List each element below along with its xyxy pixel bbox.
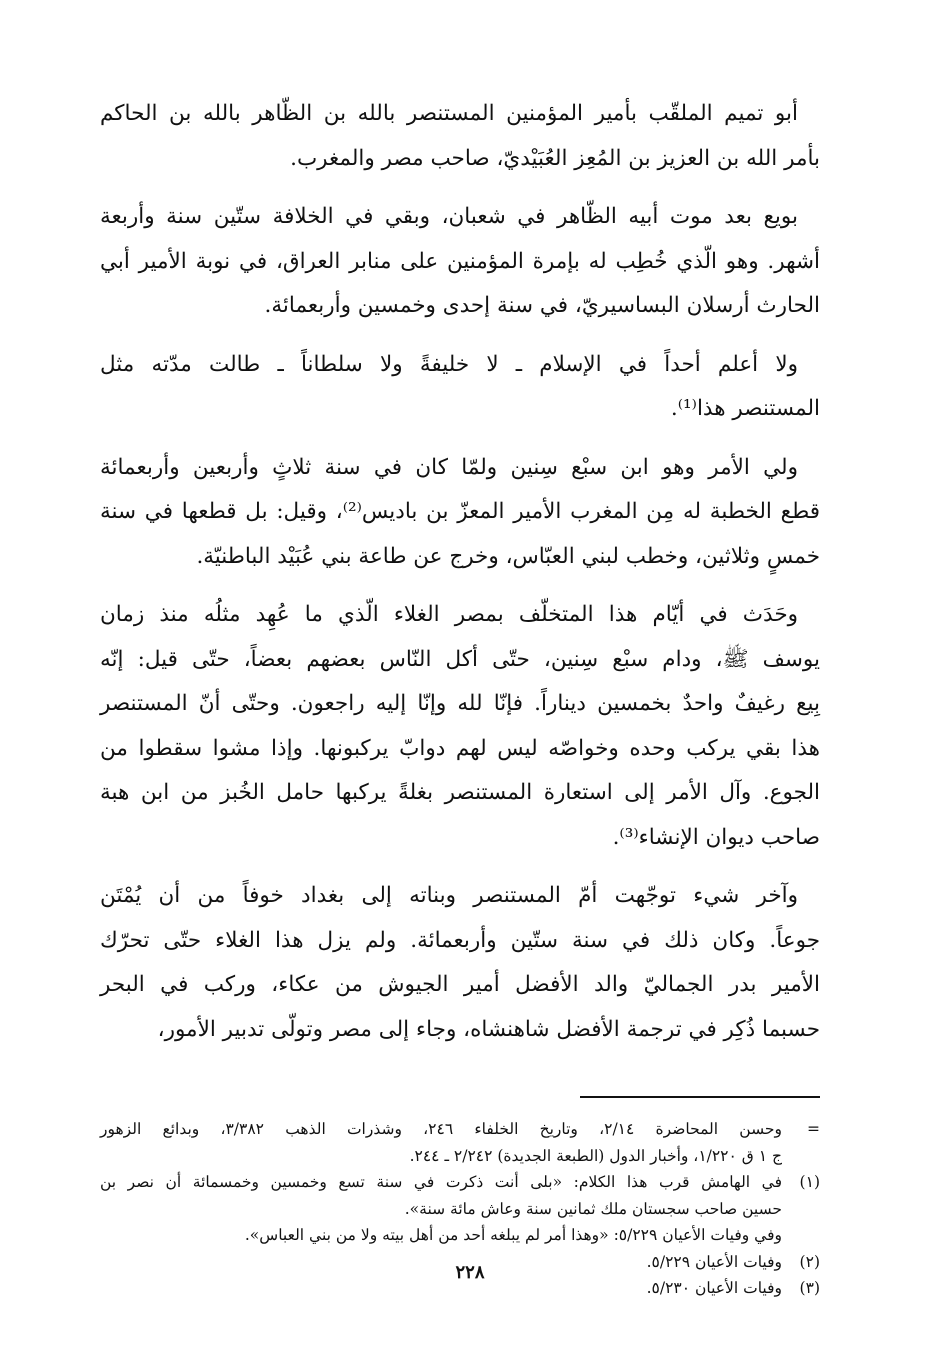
paragraph-line: ولي الأمر وهو ابن سبْع سِنين ولمّا كان في سنة ثلاثٍ وأربعين وأربعمائة [100,454,798,480]
footnote-mark: (٢) [799,1252,820,1271]
footnote-separator-wrap [100,1066,820,1116]
page-body [100,92,820,1302]
footnote-line: حسين صاحب سجستان ملك ثمانين سنة وعاش مائة سنة». [404,1199,782,1218]
paragraph [100,92,820,181]
page-number: ٢٢٨ [455,1262,485,1283]
paragraph-line: ولا أعلم أحداً في الإسلام ـ لا خليفةً ولا سلطاناً ـ طالت مدّته مثل [100,351,798,377]
paragraph-line: صاحب ديوان الإنشاء⁽³⁾. [612,824,820,850]
paragraph [100,593,820,860]
paragraph-line: أبو تميم الملقّب بأمير المؤمنين المستنصر بالله بن الظّاهر بالله بن الحاكم [100,101,798,126]
footnote [100,1116,820,1169]
footnote-line: وفيات الأعيان ٥/٢٢٩. [646,1252,782,1271]
paragraph-line: هذا بقي يركب وحده وخواصّه ليس لهم دوابّ يركبونها. وإذا مشوا سقطوا من [100,735,820,761]
footnote-line: في الهامش قرب هذا الكلام: «بلى أنت ذكرت في سنة تسع وخمسين وخمسمائة أن نصر بن [100,1173,782,1191]
paragraph [100,446,820,580]
footnote-line: ج ١ ق ١/٢٢٠، وأخبار الدول (الطبعة الجديدة) ٢/٢٤٢ ـ ٢٤٤. [409,1146,782,1165]
paragraph-line: بويع بعد موت أبيه الظّاهر في شعبان، وبقي في الخلافة ستّين سنة وأربعة [100,204,798,229]
footnote-body [100,1169,782,1222]
paragraph-line: حسبما ذُكِر في ترجمة الأفضل شاهنشاه، وجاء إلى مصر وتولّى تدبير الأمور، [157,1016,820,1042]
paragraph-line: الأمير بدر الجماليّ والد الأفضل أمير الجيوش من عكاء، وركب في البحر [100,972,820,997]
paragraph-line: المستنصر هذا⁽¹⁾. [670,396,820,421]
paragraph-line: بأمر الله بن العزيز بن المُعِز العُبَيْديّ، صاحب مصر والمغرب. [290,145,820,171]
paragraph [100,874,820,1052]
footnote-line: وحسن المحاضرة ٢/١٤، وتاريخ الخلفاء ٢٤٦، وشذرات الذهب ٣/٣٨٢، وبدائع الزهور [100,1120,782,1138]
main-text [100,92,820,1052]
paragraph-line: جوعاً. وكان ذلك في سنة ستّين وأربعمائة. ولم يزل هذا الغلاء حتّى تحرّك [100,927,820,953]
paragraph-line: قطع الخطبة له مِن المغرب الأمير المعزّ بن باديس⁽²⁾، وقيل: بل قطعها في سنة [100,499,820,524]
paragraph [100,343,820,432]
footnote-body [100,1116,782,1169]
paragraph-line: بِيع رغيفٌ واحدٌ بخمسين ديناراً. فإنّا لله وإنّا إليه راجعون. وحتّى أنّ المستنصر [100,691,820,716]
paragraph [100,195,820,329]
paragraph-line: الجوع. وآل الأمر إلى استعارة المستنصر بغلةً يركبها حامل الخُبز من ابن هبة [100,780,820,805]
footnote-mark: (٣) [799,1279,820,1297]
footnote [100,1169,820,1222]
footnote-mark: (١) [799,1173,820,1191]
paragraph-line: أشهر. وهو الّذي خُطِب له بإمرة المؤمنين على منابر العراق، في نوبة الأمير أبي [100,248,820,274]
paragraph-line: الحارث أرسلان البساسيريّ، في سنة إحدى وخمسين وأربعمائة. [264,293,820,318]
footnote-line: وفيات الأعيان ٥/٢٣٠. [646,1279,782,1297]
paragraph-line: خمسٍ وثلاثين، وخطب لبني العبّاس، وخرج عن طاعة بني عُبَيْد الباطنيّة. [196,543,820,569]
paragraph-line: وحَدَث في أيّام هذا المتخلّف بمصر الغلاء الّذي ما عُهِد مثلُه منذ زمان [100,602,798,627]
paragraph-line: يوسف ﷺ، ودام سبْع سِنين، حتّى أكل النّاس بعضهم بعضاً، حتّى قيل: إنّه [100,646,820,672]
footnote-extra: وفي وفيات الأعيان ٥/٢٢٩: «وهذا أمر لم يبلغه أحد من أهل بيته ولا من بني العباس». [244,1226,782,1244]
footnote-mark: = [807,1120,820,1138]
paragraph-line: وآخر شيء توجّهت أمّ المستنصر وبناته إلى بغداد خوفاً من أن يُمْتَن [100,883,798,908]
footnote-separator [580,1096,820,1098]
